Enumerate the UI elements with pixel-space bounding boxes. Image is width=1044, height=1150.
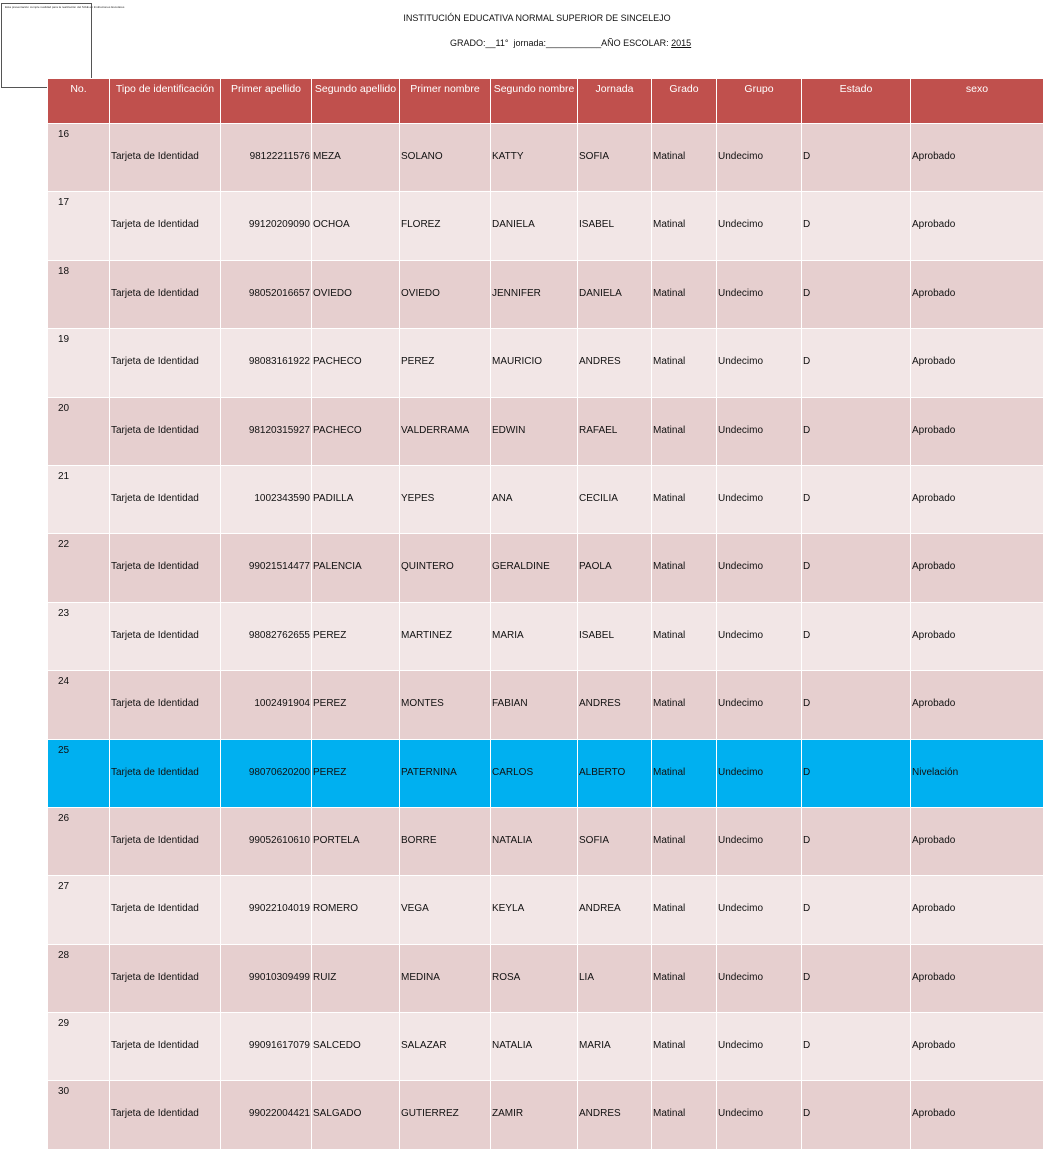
cell-segundo-apellido: MEDINA	[400, 944, 491, 1012]
cell-grupo: D	[802, 602, 911, 670]
jornada-value: ___________	[546, 38, 602, 48]
col-header-grado: Grado	[652, 79, 717, 124]
cell-estado: Nivelación	[911, 739, 1044, 807]
cell-primer-apellido: PEREZ	[312, 671, 400, 739]
cell-primer-apellido: PEREZ	[312, 602, 400, 670]
cell-segundo-nombre: ANDRES	[578, 671, 652, 739]
cell-estado: Aprobado	[911, 329, 1044, 397]
cell-segundo-apellido: YEPES	[400, 465, 491, 533]
cell-grado: Undecimo	[717, 1081, 802, 1149]
table-row	[48, 739, 1044, 807]
cell-tipo: Tarjeta de Identidad	[110, 739, 221, 807]
cell-segundo-nombre: ANDRES	[578, 329, 652, 397]
cell-estado: Aprobado	[911, 397, 1044, 465]
cell-primer-nombre: CARLOS	[491, 739, 578, 807]
col-header-sexo: sexo	[911, 79, 1044, 124]
cell-primer-apellido: PALENCIA	[312, 534, 400, 602]
anio-label: AÑO ESCOLAR:	[601, 38, 669, 48]
cell-tipo: Tarjeta de Identidad	[110, 944, 221, 1012]
cell-grado: Undecimo	[717, 876, 802, 944]
col-header-jornada: Jornada	[578, 79, 652, 124]
col-header-primer-nombre: Primer nombre	[400, 79, 491, 124]
cell-estado: Aprobado	[911, 260, 1044, 328]
cell-segundo-apellido: QUINTERO	[400, 534, 491, 602]
cell-grado: Undecimo	[717, 192, 802, 260]
cell-primer-apellido: SALGADO	[312, 1081, 400, 1149]
cell-jornada: Matinal	[652, 739, 717, 807]
cell-segundo-apellido: SALAZAR	[400, 1013, 491, 1081]
cell-documento: 99091617079	[221, 1013, 312, 1081]
col-header-estado: Estado	[802, 79, 911, 124]
table-row	[48, 260, 1044, 328]
anio-value: 2015	[671, 38, 692, 48]
cell-primer-nombre: EDWIN	[491, 397, 578, 465]
cell-jornada: Matinal	[652, 944, 717, 1012]
cell-segundo-nombre: SOFIA	[578, 124, 652, 192]
cell-grado: Undecimo	[717, 397, 802, 465]
cell-jornada: Matinal	[652, 124, 717, 192]
cell-estado: Aprobado	[911, 602, 1044, 670]
cell-estado: Aprobado	[911, 876, 1044, 944]
cell-tipo: Tarjeta de Identidad	[110, 602, 221, 670]
cell-no: 22	[48, 534, 110, 602]
cell-segundo-nombre: ANDREA	[578, 876, 652, 944]
table-row	[48, 192, 1044, 260]
cell-no: 21	[48, 465, 110, 533]
cell-no: 27	[48, 876, 110, 944]
cell-no: 25	[48, 739, 110, 807]
cell-segundo-apellido: MARTINEZ	[400, 602, 491, 670]
cell-grado: Undecimo	[717, 329, 802, 397]
page-subtitle	[450, 38, 691, 48]
table-header-row	[48, 79, 1044, 124]
cell-primer-nombre: KEYLA	[491, 876, 578, 944]
cell-segundo-apellido: PATERNINA	[400, 739, 491, 807]
cell-primer-nombre: GERALDINE	[491, 534, 578, 602]
cell-documento: 99022104019	[221, 876, 312, 944]
table-row	[48, 944, 1044, 1012]
logo-text: Esta presentación cumple realidad para la realización del SIAE en Instituciones Escolares	[5, 5, 125, 9]
cell-segundo-apellido: VALDERRAMA	[400, 397, 491, 465]
cell-documento: 99022004421	[221, 1081, 312, 1149]
cell-tipo: Tarjeta de Identidad	[110, 192, 221, 260]
cell-segundo-apellido: FLOREZ	[400, 192, 491, 260]
col-header-segundo-nombre: Segundo nombre	[491, 79, 578, 124]
cell-segundo-nombre: ISABEL	[578, 192, 652, 260]
cell-tipo: Tarjeta de Identidad	[110, 1081, 221, 1149]
cell-estado: Aprobado	[911, 192, 1044, 260]
cell-grado: Undecimo	[717, 671, 802, 739]
cell-documento: 1002491904	[221, 671, 312, 739]
cell-documento: 98070620200	[221, 739, 312, 807]
cell-estado: Aprobado	[911, 534, 1044, 602]
cell-primer-nombre: NATALIA	[491, 1013, 578, 1081]
cell-grupo: D	[802, 260, 911, 328]
table-row	[48, 329, 1044, 397]
cell-documento: 98122211576	[221, 124, 312, 192]
cell-jornada: Matinal	[652, 671, 717, 739]
cell-primer-apellido: OVIEDO	[312, 260, 400, 328]
cell-no: 24	[48, 671, 110, 739]
cell-segundo-nombre: ANDRES	[578, 1081, 652, 1149]
cell-no: 16	[48, 124, 110, 192]
cell-jornada: Matinal	[652, 807, 717, 875]
table-row	[48, 876, 1044, 944]
cell-primer-apellido: PORTELA	[312, 807, 400, 875]
table-row	[48, 1013, 1044, 1081]
cell-primer-apellido: PADILLA	[312, 465, 400, 533]
cell-grado: Undecimo	[717, 739, 802, 807]
col-header-tipo: Tipo de identificación	[110, 79, 221, 124]
cell-no: 17	[48, 192, 110, 260]
jornada-label: jornada:	[513, 38, 547, 48]
cell-grupo: D	[802, 1081, 911, 1149]
cell-tipo: Tarjeta de Identidad	[110, 876, 221, 944]
cell-no: 23	[48, 602, 110, 670]
col-header-grupo: Grupo	[717, 79, 802, 124]
cell-documento: 99052610610	[221, 807, 312, 875]
cell-estado: Aprobado	[911, 465, 1044, 533]
cell-jornada: Matinal	[652, 397, 717, 465]
cell-jornada: Matinal	[652, 534, 717, 602]
page-title: INSTITUCIÓN EDUCATIVA NORMAL SUPERIOR DE SINCELEJO	[403, 13, 671, 23]
cell-documento: 98083161922	[221, 329, 312, 397]
logo-box	[1, 3, 125, 88]
cell-segundo-nombre: CECILIA	[578, 465, 652, 533]
cell-tipo: Tarjeta de Identidad	[110, 1013, 221, 1081]
cell-primer-nombre: DANIELA	[491, 192, 578, 260]
cell-no: 18	[48, 260, 110, 328]
cell-grupo: D	[802, 739, 911, 807]
cell-segundo-apellido: GUTIERREZ	[400, 1081, 491, 1149]
cell-primer-nombre: ANA	[491, 465, 578, 533]
cell-grupo: D	[802, 192, 911, 260]
cell-jornada: Matinal	[652, 602, 717, 670]
cell-segundo-nombre: RAFAEL	[578, 397, 652, 465]
cell-grado: Undecimo	[717, 1013, 802, 1081]
cell-segundo-apellido: BORRE	[400, 807, 491, 875]
table-row	[48, 671, 1044, 739]
cell-grado: Undecimo	[717, 602, 802, 670]
cell-documento: 98052016657	[221, 260, 312, 328]
cell-jornada: Matinal	[652, 465, 717, 533]
cell-primer-nombre: KATTY	[491, 124, 578, 192]
cell-primer-apellido: OCHOA	[312, 192, 400, 260]
cell-tipo: Tarjeta de Identidad	[110, 397, 221, 465]
cell-segundo-apellido: VEGA	[400, 876, 491, 944]
cell-jornada: Matinal	[652, 1013, 717, 1081]
cell-documento: 99021514477	[221, 534, 312, 602]
cell-primer-apellido: PACHECO	[312, 397, 400, 465]
cell-tipo: Tarjeta de Identidad	[110, 534, 221, 602]
cell-jornada: Matinal	[652, 260, 717, 328]
grado-value: __11°	[485, 38, 509, 48]
cell-estado: Aprobado	[911, 1081, 1044, 1149]
table-row	[48, 1081, 1044, 1149]
cell-grado: Undecimo	[717, 807, 802, 875]
cell-tipo: Tarjeta de Identidad	[110, 807, 221, 875]
cell-tipo: Tarjeta de Identidad	[110, 465, 221, 533]
col-header-primer-apellido: Primer apellido	[221, 79, 312, 124]
cell-estado: Aprobado	[911, 944, 1044, 1012]
cell-documento: 98082762655	[221, 602, 312, 670]
cell-primer-apellido: MEZA	[312, 124, 400, 192]
cell-primer-nombre: ROSA	[491, 944, 578, 1012]
cell-documento: 1002343590	[221, 465, 312, 533]
cell-tipo: Tarjeta de Identidad	[110, 260, 221, 328]
cell-primer-nombre: ZAMIR	[491, 1081, 578, 1149]
cell-jornada: Matinal	[652, 192, 717, 260]
col-header-no: No.	[48, 79, 110, 124]
cell-segundo-nombre: SOFIA	[578, 807, 652, 875]
cell-tipo: Tarjeta de Identidad	[110, 124, 221, 192]
cell-documento: 99120209090	[221, 192, 312, 260]
cell-grado: Undecimo	[717, 534, 802, 602]
cell-primer-nombre: NATALIA	[491, 807, 578, 875]
cell-jornada: Matinal	[652, 1081, 717, 1149]
cell-no: 20	[48, 397, 110, 465]
cell-grupo: D	[802, 807, 911, 875]
table-row	[48, 397, 1044, 465]
cell-estado: Aprobado	[911, 671, 1044, 739]
cell-tipo: Tarjeta de Identidad	[110, 329, 221, 397]
cell-no: 30	[48, 1081, 110, 1149]
cell-segundo-apellido: MONTES	[400, 671, 491, 739]
col-header-segundo-apellido: Segundo apellido	[312, 79, 400, 124]
cell-segundo-nombre: MARIA	[578, 1013, 652, 1081]
cell-estado: Aprobado	[911, 807, 1044, 875]
cell-grado: Undecimo	[717, 944, 802, 1012]
cell-grupo: D	[802, 671, 911, 739]
cell-grupo: D	[802, 876, 911, 944]
cell-grupo: D	[802, 1013, 911, 1081]
cell-grado: Undecimo	[717, 465, 802, 533]
cell-primer-apellido: PACHECO	[312, 329, 400, 397]
student-table	[47, 78, 1044, 1150]
cell-primer-nombre: MAURICIO	[491, 329, 578, 397]
cell-grupo: D	[802, 465, 911, 533]
cell-grupo: D	[802, 124, 911, 192]
table-row	[48, 807, 1044, 875]
cell-grado: Undecimo	[717, 260, 802, 328]
cell-primer-nombre: FABIAN	[491, 671, 578, 739]
cell-jornada: Matinal	[652, 329, 717, 397]
cell-primer-nombre: MARIA	[491, 602, 578, 670]
cell-grado: Undecimo	[717, 124, 802, 192]
grado-label: GRADO:	[450, 38, 486, 48]
cell-jornada: Matinal	[652, 876, 717, 944]
cell-primer-apellido: RUIZ	[312, 944, 400, 1012]
cell-segundo-apellido: SOLANO	[400, 124, 491, 192]
cell-grupo: D	[802, 329, 911, 397]
cell-primer-nombre: JENNIFER	[491, 260, 578, 328]
table-row	[48, 465, 1044, 533]
cell-tipo: Tarjeta de Identidad	[110, 671, 221, 739]
cell-grupo: D	[802, 397, 911, 465]
cell-estado: Aprobado	[911, 124, 1044, 192]
cell-primer-apellido: SALCEDO	[312, 1013, 400, 1081]
table-row	[48, 602, 1044, 670]
cell-segundo-nombre: ISABEL	[578, 602, 652, 670]
table-row	[48, 124, 1044, 192]
cell-segundo-apellido: OVIEDO	[400, 260, 491, 328]
cell-segundo-nombre: LIA	[578, 944, 652, 1012]
cell-estado: Aprobado	[911, 1013, 1044, 1081]
cell-no: 29	[48, 1013, 110, 1081]
cell-no: 19	[48, 329, 110, 397]
cell-primer-apellido: PEREZ	[312, 739, 400, 807]
cell-no: 26	[48, 807, 110, 875]
cell-documento: 98120315927	[221, 397, 312, 465]
cell-no: 28	[48, 944, 110, 1012]
cell-documento: 99010309499	[221, 944, 312, 1012]
table-row	[48, 534, 1044, 602]
cell-grupo: D	[802, 944, 911, 1012]
table-body	[48, 124, 1044, 1150]
cell-segundo-nombre: PAOLA	[578, 534, 652, 602]
cell-segundo-nombre: ALBERTO	[578, 739, 652, 807]
cell-primer-apellido: ROMERO	[312, 876, 400, 944]
cell-segundo-nombre: DANIELA	[578, 260, 652, 328]
cell-segundo-apellido: PEREZ	[400, 329, 491, 397]
cell-grupo: D	[802, 534, 911, 602]
